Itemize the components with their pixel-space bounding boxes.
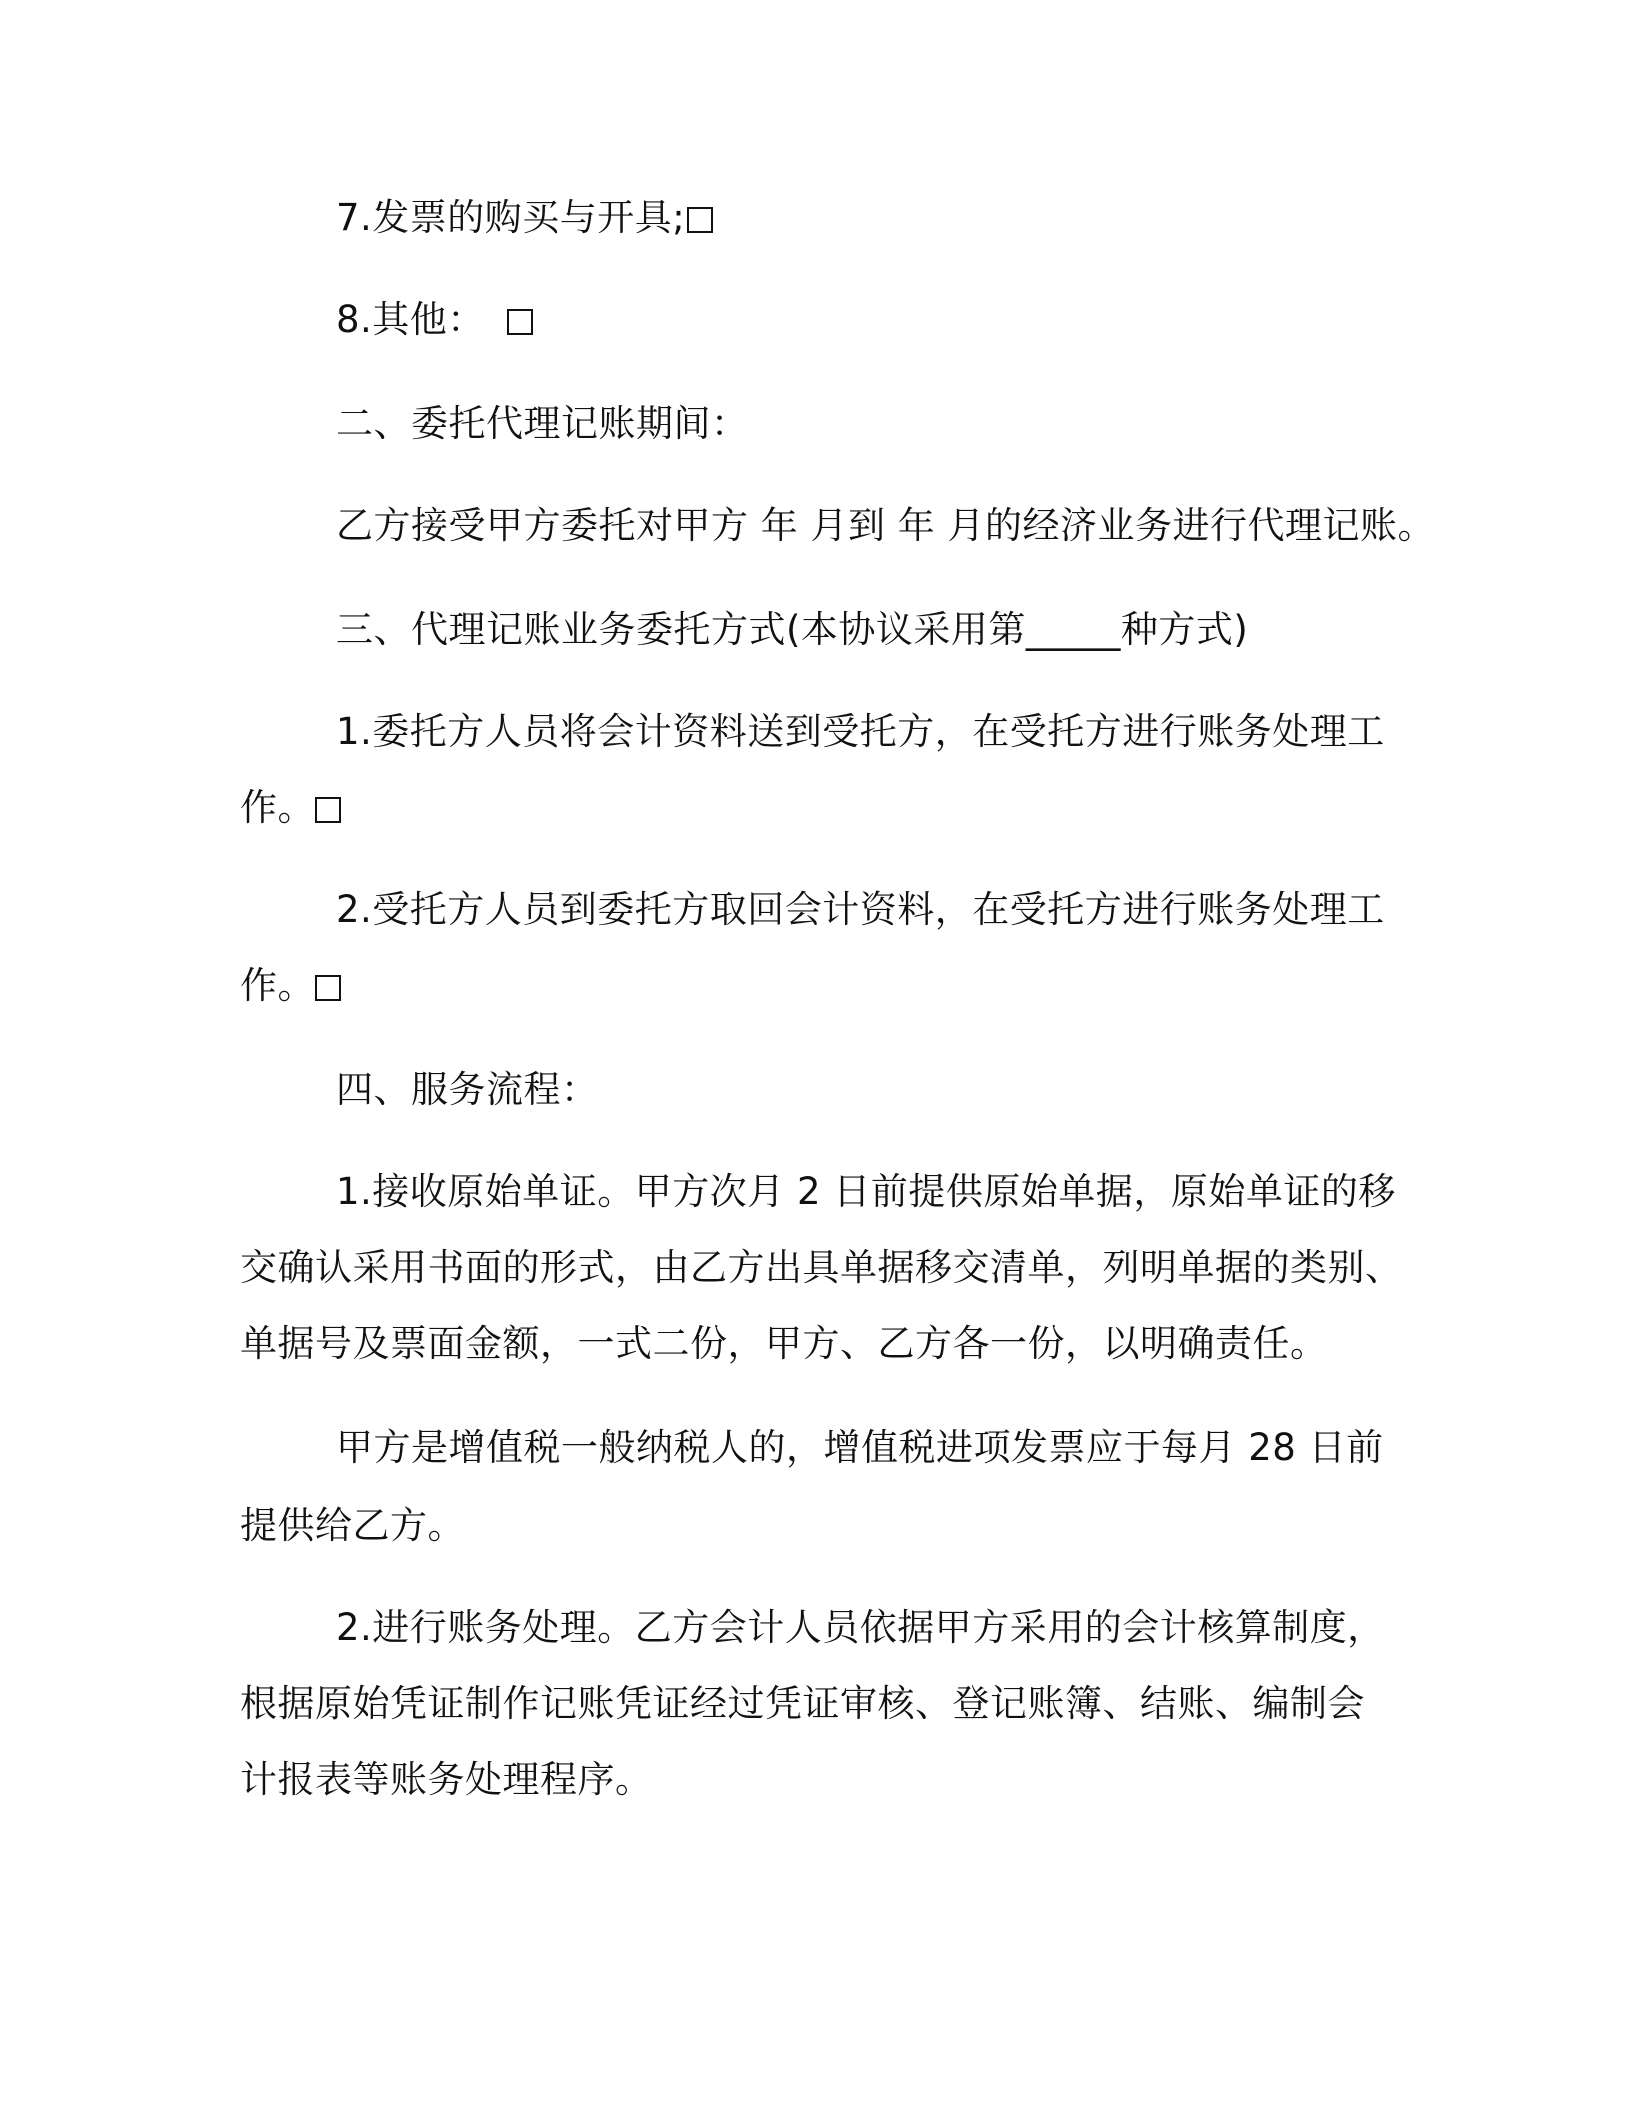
vat-line-2: 提供给乙方。 (240, 1504, 465, 1547)
option-2-line-2: 作。 (240, 962, 341, 1010)
option-2-line-1: 2.受托方人员到委托方取回会计资料，在受托方进行账务处理工 (336, 888, 1385, 931)
step-2-line-1: 2.进行账务处理。乙方会计人员依据甲方采用的会计核算制度， (336, 1606, 1385, 1649)
section-4-heading: 四、服务流程： (336, 1068, 599, 1111)
step-1-line-3: 单据号及票面金额，一式二份，甲方、乙方各一份，以明确责任。 (240, 1322, 1328, 1365)
section-2-heading: 二、委托代理记账期间： (336, 402, 749, 445)
option-1-line-2: 作。 (240, 784, 341, 832)
section-3-heading: 三、代理记账业务委托方式(本协议采用第_____种方式) (336, 608, 1249, 651)
vat-line-1: 甲方是增值税一般纳税人的，增值税进项发票应于每月 28 日前 (336, 1426, 1384, 1469)
item-8-other: 8.其他： (336, 296, 533, 344)
step-1-line-2: 交确认采用书面的形式，由乙方出具单据移交清单，列明单据的类别、 (240, 1246, 1403, 1289)
checkbox-item-8[interactable] (507, 309, 533, 335)
step-2-line-2: 根据原始凭证制作记账凭证经过凭证审核、登记账簿、结账、编制会 (240, 1682, 1365, 1725)
option-1-line-1: 1.委托方人员将会计资料送到受托方，在受托方进行账务处理工 (336, 710, 1385, 753)
step-2-line-3: 计报表等账务处理程序。 (240, 1758, 653, 1801)
item-7-invoice: 7.发票的购买与开具; (336, 194, 713, 242)
checkbox-option-2[interactable] (315, 975, 341, 1001)
section-2-body: 乙方接受甲方委托对甲方 年 月到 年 月的经济业务进行代理记账。 (336, 504, 1436, 547)
checkbox-option-1[interactable] (315, 797, 341, 823)
checkbox-item-7[interactable] (687, 207, 713, 233)
step-1-line-1: 1.接收原始单证。甲方次月 2 日前提供原始单据，原始单证的移 (336, 1170, 1396, 1213)
